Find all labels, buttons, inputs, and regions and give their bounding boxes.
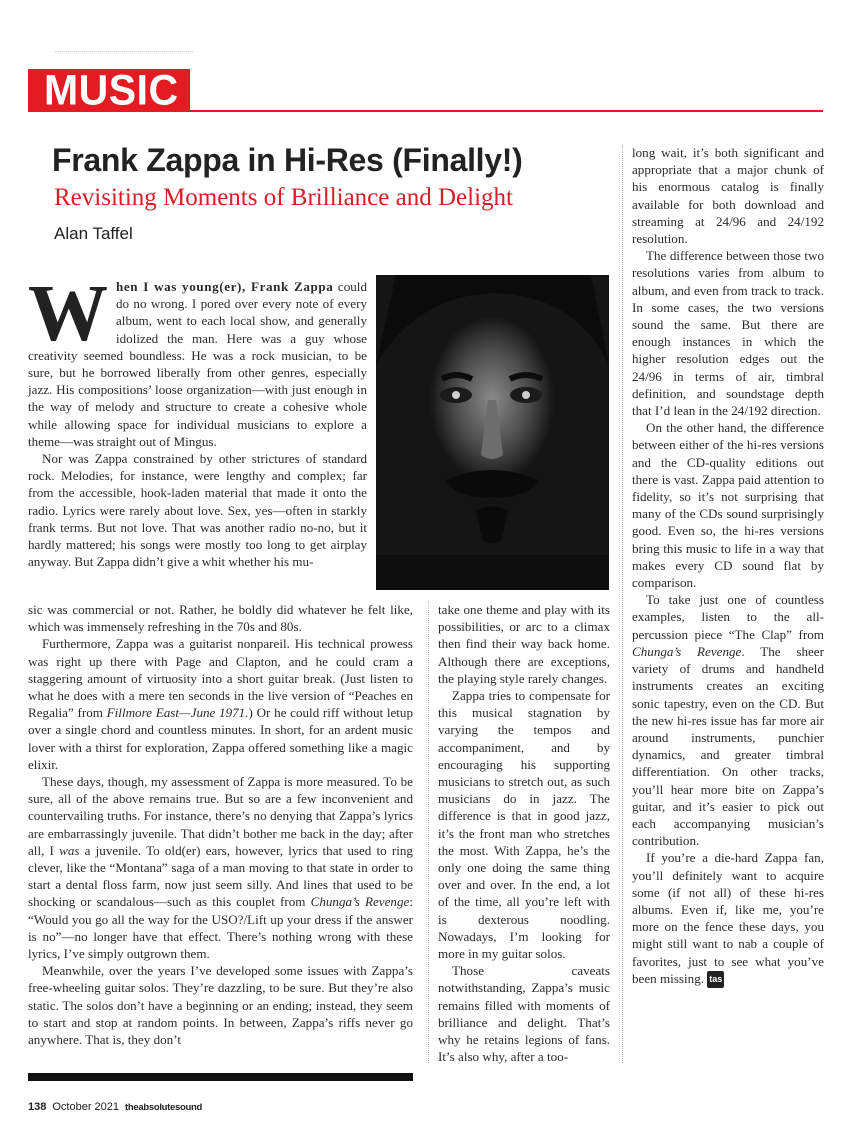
column-3 bbox=[632, 144, 824, 988]
article-subtitle: Revisiting Moments of Brilliance and Delight bbox=[54, 184, 513, 211]
paragraph: These days, though, my assessment of Zappa is more measured. To be sure, all of the above remains true. But so are a few inconvenient and countervailing truths. For instance, there’s no denying that Zappa’s lyrics are embarrassingly juvenile. That didn’t bother me back in the day; after all, I was a juvenile. To old(er) ears, however, lyrics that used to ring clever, like the “Montana” saga of a man moving to that state in order to start a dental floss farm, now just seem silly. And lines that used to be shocking or scandalous—such as this couplet from Chunga’s Revenge: “Would you go all the way for the USO?/Lift up your dress if the answer is no”—no longer have that effect. There’s nothing wrong with these lyrics, I’ve simply outgrown them. bbox=[28, 774, 413, 962]
column-1-top bbox=[28, 270, 367, 570]
article-author: Alan Taffel bbox=[54, 224, 133, 243]
magazine-name: theabsolutesound bbox=[125, 1102, 203, 1113]
paragraph: Nor was Zappa constrained by other strictures of standard rock. Melodies, for instance, were lengthy and complex; far from the accessible, hook-laden material that made it onto the radio. Lyrics were rarely about love. Sex, yes—often in starkly frank terms. But not love. That was another radio no-no, but it hardly mattered; his songs were mostly too long to get airplay anyway. But Zappa didn’t give a whit whether his mu- bbox=[28, 451, 367, 570]
column-divider bbox=[622, 145, 623, 1063]
bottom-bar bbox=[28, 1073, 413, 1081]
paragraph: Zappa tries to compensate for this musical stagnation by varying the tempos and accompaniment, and by encouraging his supporting musicians to stretch out, as such musicians do in jazz. The difference is that in good jazz, it’s the front man who stretches the most. With Zappa, he’s the only one doing the same thing over and over. In the end, a lot of the time, all you’re left with is dexterous noodling. Nowadays, I’m looking for more in my guitar solos. bbox=[438, 688, 610, 962]
column-2 bbox=[438, 601, 610, 1065]
paragraph: Meanwhile, over the years I’ve developed some issues with Zappa’s free-wheeling guitar solos. They’re dazzling, to be sure. But they’re also static. The solos don’t have a beginning or an ending; instead, they seem to start and stop at random points. In between, Zappa’s riffs never go anywhere. That is, they don’t bbox=[28, 963, 413, 1048]
paragraph: If you’re a die-hard Zappa fan, you’ll definitely want to acquire some (if not all) of these hi-res albums. Even if, like me, you’re more on the fence these days, you might still want to nab a couple of favorites, just to see what you’ve been missing. tas bbox=[632, 849, 824, 988]
drop-cap: W bbox=[28, 270, 108, 358]
zappa-portrait bbox=[376, 275, 609, 590]
paragraph: On the other hand, the difference between either of the hi-res versions and the CD-quality editions out there is vast. Zappa paid attention to fidelity, so it’s not surprising that many of the CDs sound surprisingly good. Even so, the hi-res versions bring this music to life in a way that makes every CD sound flat by comparison. bbox=[632, 420, 824, 591]
top-dotted-rule bbox=[55, 51, 193, 52]
paragraph: take one theme and play with its possibilities, or arc to a climax then find their way back home. Although there are exceptions, the playing style rarely changes. bbox=[438, 602, 610, 686]
lead-in: hen I was young(er), Frank Zappa bbox=[116, 279, 334, 294]
section-label: MUSIC bbox=[44, 65, 179, 115]
article-title: Frank Zappa in Hi-Res (Finally!) bbox=[52, 142, 523, 178]
column-divider bbox=[428, 601, 429, 1063]
paragraph: To take just one of countless examples, listen to the all-percussion piece “The Clap” from Chunga’s Revenge. The sheer variety of drums and handheld instruments creates an exciting sonic tapestry, even on the CD. But the new hi-res issue has far more air around instruments, punchier dynamics, and greater timbral differentiation. On other tracks, you’ll hear more bite on Zappa’s guitar, and it’s easier to pick out each accompanying musician’s contribution. bbox=[632, 592, 824, 849]
issue-date: October 2021 bbox=[52, 1101, 120, 1113]
page-number: 138 bbox=[28, 1101, 47, 1113]
paragraph: Those caveats notwithstanding, Zappa’s music remains filled with moments of brilliance and delight. That’s why he retains legions of fans. It’s also why, after a too- bbox=[438, 963, 610, 1065]
paragraph: sic was commercial or not. Rather, he boldly did whatever he felt like, which was immensely refreshing in the 70s and 80s. bbox=[28, 602, 413, 635]
section-rule bbox=[190, 110, 823, 112]
page-footer bbox=[28, 1101, 202, 1113]
column-1-bottom bbox=[28, 601, 413, 1048]
paragraph: The difference between those two resolutions varies from album to album, and even from track to track. In some cases, the two versions sound the same. But there are enough instances in which the higher resolution edges out the 24/96 in terms of air, timbral definition, and soundstage depth that I’d lean in the 24/192 direction. bbox=[632, 248, 824, 419]
paragraph: long wait, it’s both significant and appropriate that a major chunk of his enormous catalog is finally available for both download and streaming at 24/96 and 24/192 resolution. bbox=[632, 145, 824, 247]
portrait-photo-icon bbox=[376, 275, 609, 590]
paragraph-text: could do no wrong. I pored over every note of every album, went to each local show, and generally idolized the man. Here was a guy whose creativity seemed boundless. He was a rock musician, to be sure, but he borrowed liberally from other genres, especially jazz. His compositions’ loose organization—with just enough in the way of melody and structure to create a cohesive whole while allowing space for individual musicians to explore a theme—was straight out of Mingus. bbox=[28, 279, 367, 449]
paragraph: Furthermore, Zappa was a guitarist nonpareil. His technical prowess was right up there with Page and Clapton, and he could cram a staggering amount of virtuosity into a short guitar break. (Just listen to what he does with a mere ten seconds in the live version of “Peaches en Regalia” from Fillmore East—June 1971.) Or he could riff without letup over a single chord and countless minutes. In short, for an ardent music lover with a thirst for exploration, Zappa offered something like a magic elixir. bbox=[28, 636, 414, 772]
paragraph bbox=[28, 270, 367, 450]
end-mark-logo: tas bbox=[707, 971, 724, 988]
